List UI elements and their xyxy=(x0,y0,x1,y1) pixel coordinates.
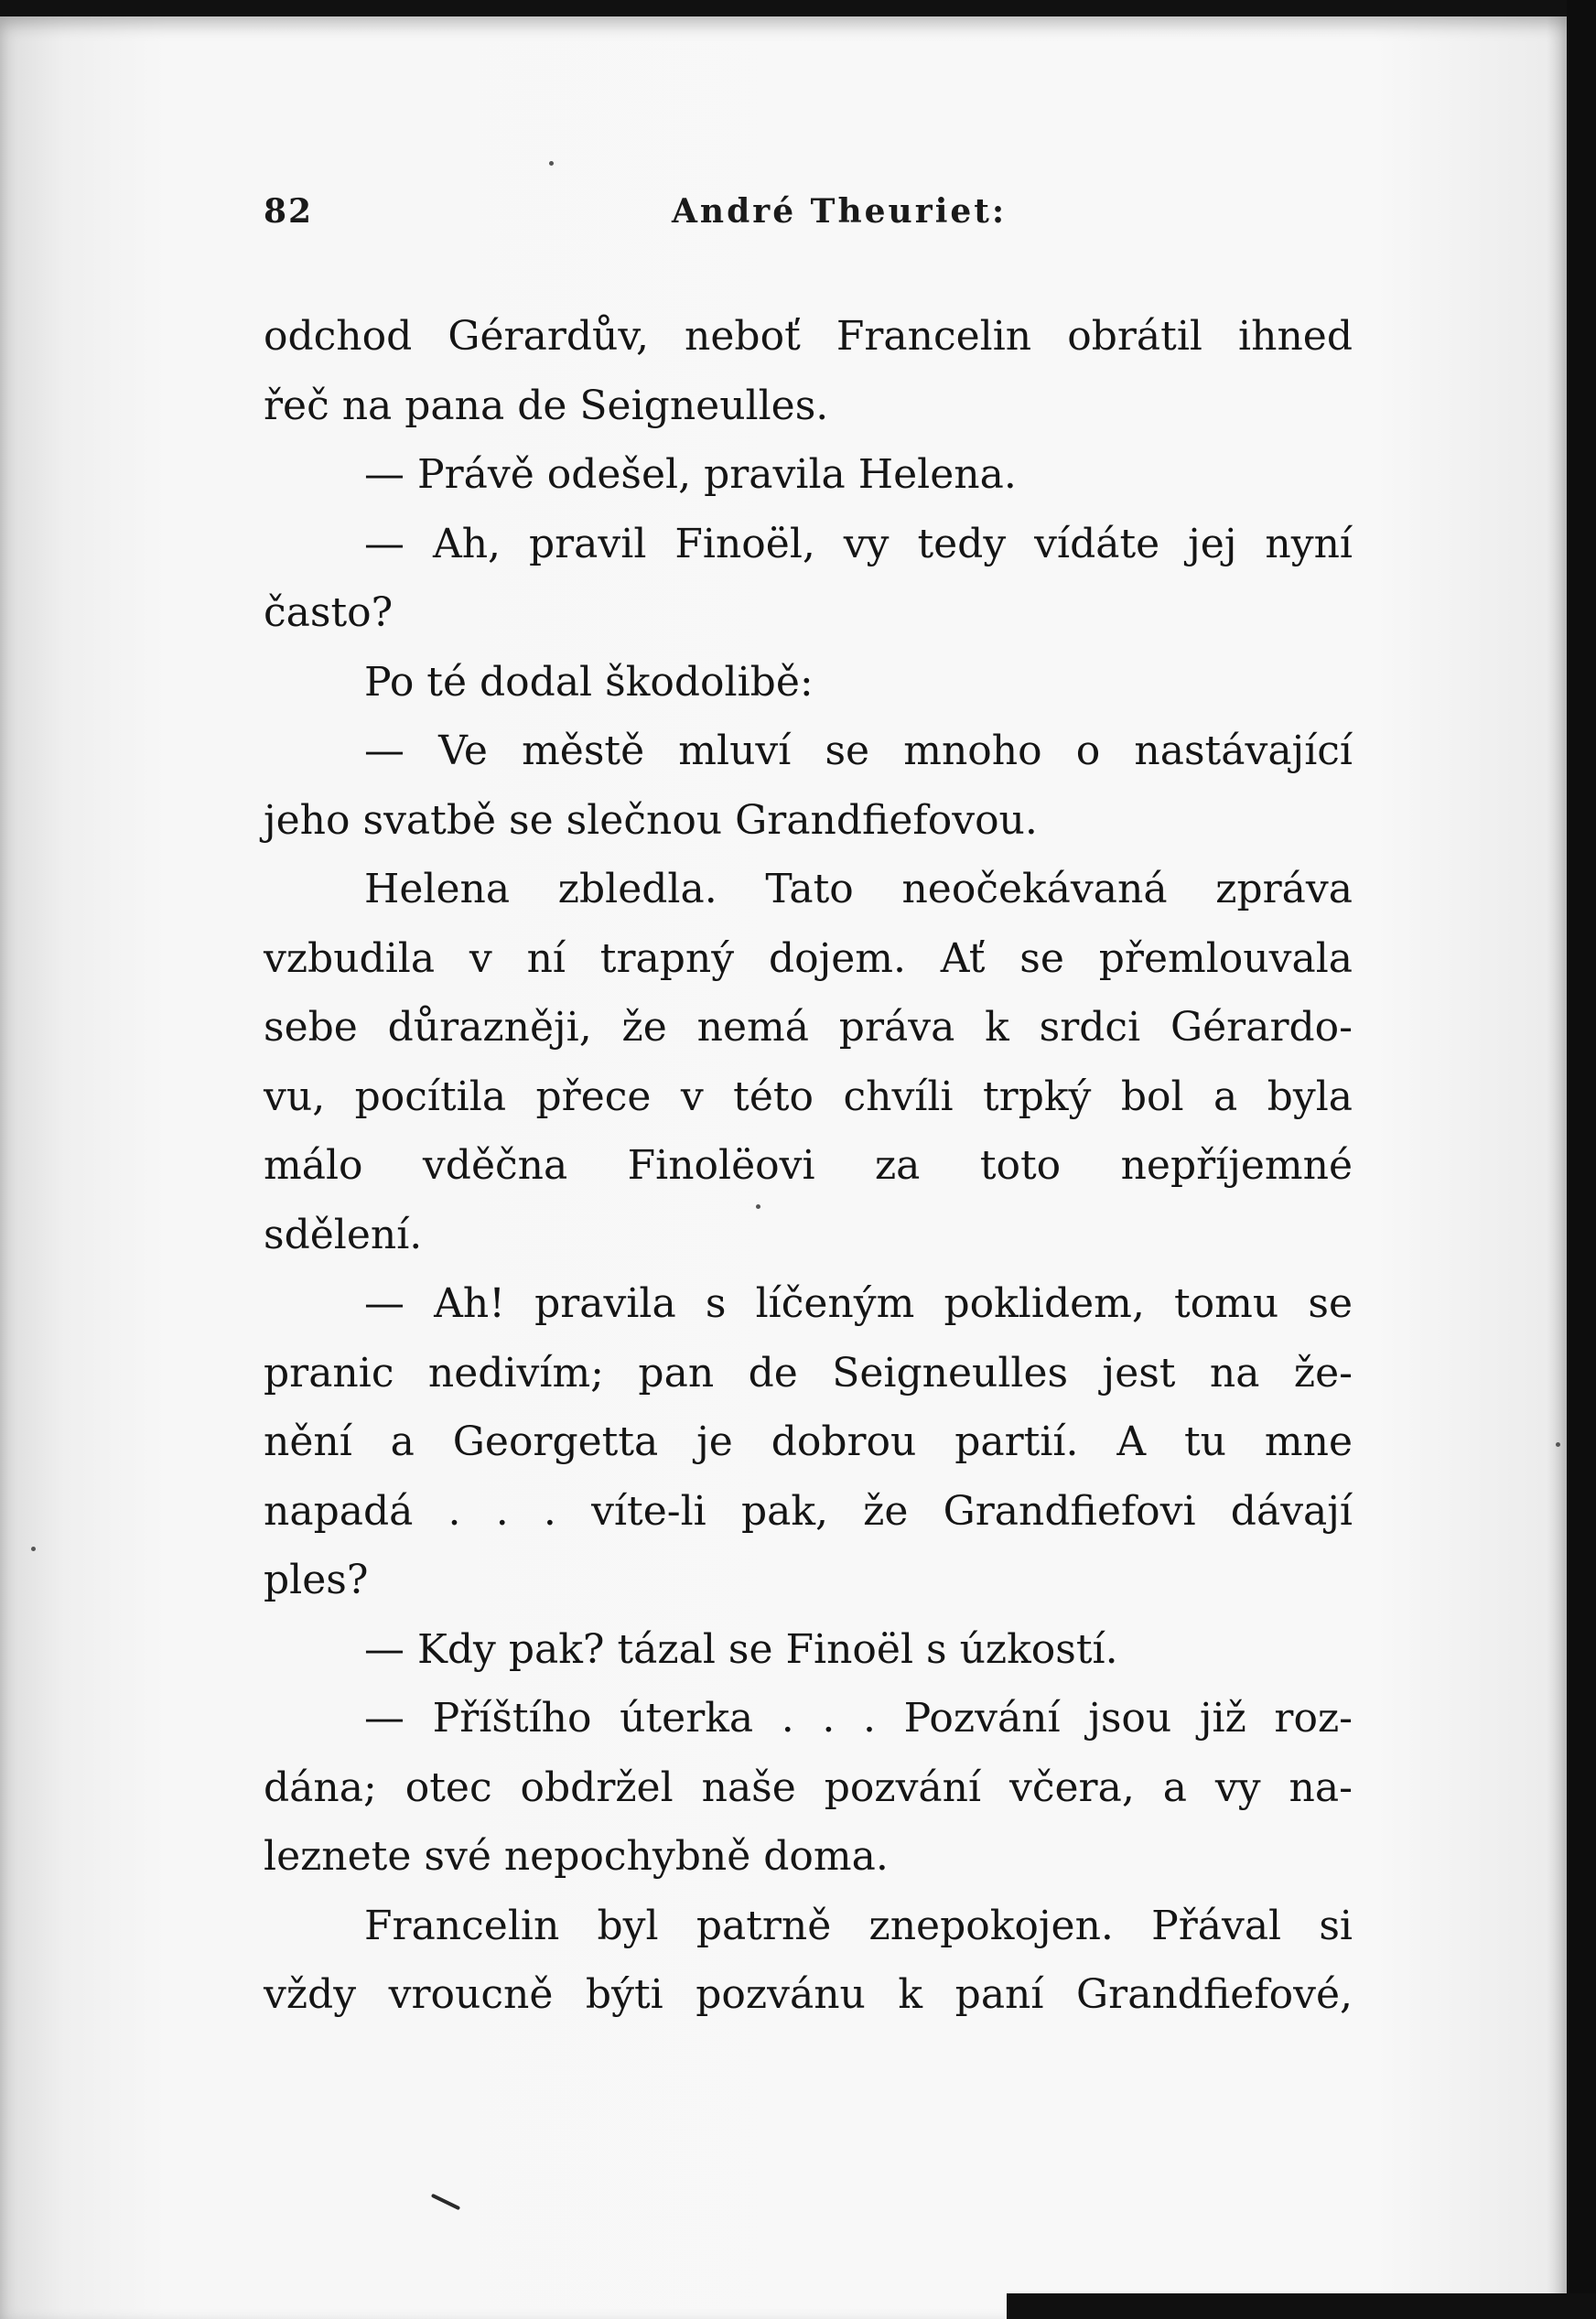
text-line: ples? xyxy=(264,1557,369,1603)
paper-speck xyxy=(31,1547,36,1551)
text-line: jeho svatbě se slečnou Grandfiefovou. xyxy=(264,796,1038,844)
text-line: dána; otec obdržel naše pozvání včera, a vy na- xyxy=(264,1764,1353,1811)
text-line: Francelin byl patrně znepokojen. Přával si xyxy=(364,1902,1353,1949)
text-line: — Ah, pravil Finoël, vy tedy vídáte jej nyní xyxy=(364,520,1353,567)
paper-speck xyxy=(549,161,554,166)
text-line: sdělení. xyxy=(264,1211,423,1258)
text-line: často? xyxy=(264,589,394,636)
text-line: Po té dodal škodolibě: xyxy=(364,658,814,706)
text-line: — Právě odešel, pravila Helena. xyxy=(364,451,1017,498)
text-line: Helena zbledla. Tato neočekávaná zpráva xyxy=(364,866,1353,912)
scan-right-edge xyxy=(1567,0,1596,2319)
text-line: — Příštího úterka . . . Pozvání jsou již roz- xyxy=(364,1695,1353,1742)
text-line: leznete své nepochybně doma. xyxy=(264,1833,889,1880)
paper-speck xyxy=(756,1204,760,1209)
page-number: 82 xyxy=(264,192,314,231)
text-line: — Ah! pravila s líčeným poklidem, tomu se xyxy=(364,1280,1353,1327)
text-line: napadá . . . víte-li pak, že Grandfiefovi dávají xyxy=(264,1487,1353,1535)
page-header xyxy=(264,192,1353,238)
text-line: řeč na pana de Seigneulles. xyxy=(264,382,829,429)
scan-bottom-edge xyxy=(1007,2293,1596,2319)
text-line: — Ve městě mluví se mnoho o nastávající xyxy=(364,728,1353,774)
text-line: pranic nedivím; pan de Seigneulles jest na že- xyxy=(264,1349,1353,1397)
text-line: vždy vroucně býti pozvánu k paní Grandfiefové, xyxy=(264,1971,1353,2018)
text-line: nění a Georgetta je dobrou partií. A tu mne xyxy=(264,1418,1353,1465)
text-line: vu, pocítila přece v této chvíli trpký bol a byla xyxy=(264,1073,1353,1120)
running-head: André Theuriet: xyxy=(672,192,1008,231)
text-line: málo vděčna Finolëovi za toto nepříjemné xyxy=(264,1142,1353,1189)
text-line: vzbudila v ní trapný dojem. Ať se přemlouvala xyxy=(264,934,1353,982)
text-line: — Kdy pak? tázal se Finoël s úzkostí. xyxy=(364,1625,1118,1673)
page-body-text xyxy=(264,302,1353,2030)
text-line: odchod Gérardův, neboť Francelin obrátil ihned xyxy=(264,313,1353,360)
paper-speck xyxy=(1556,1442,1560,1447)
text-line: sebe důrazněji, že nemá práva k srdci Gérardo- xyxy=(264,1004,1353,1051)
